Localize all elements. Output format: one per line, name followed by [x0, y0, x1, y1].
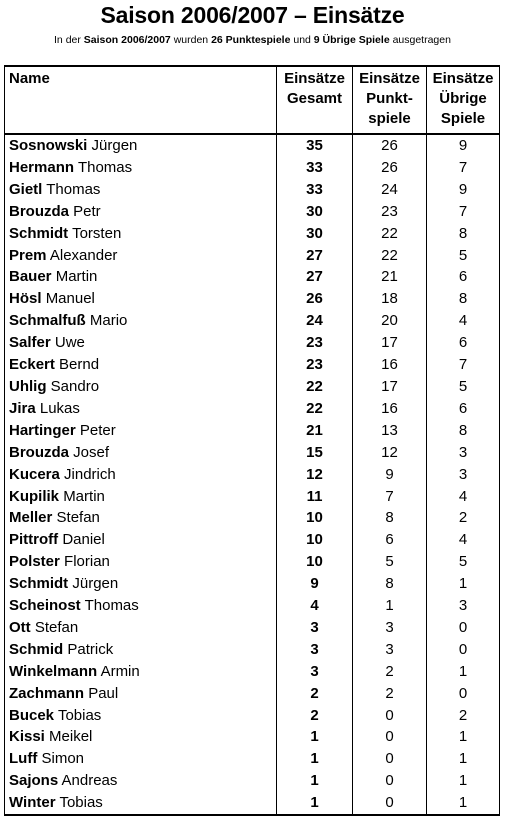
einsaetze-gesamt: 3	[277, 617, 353, 639]
header-name: Name	[5, 66, 277, 134]
einsaetze-gesamt: 22	[277, 376, 353, 398]
einsaetze-uebrige-spiele: 1	[427, 726, 500, 748]
player-name	[5, 529, 277, 551]
einsaetze-uebrige-spiele: 1	[427, 770, 500, 792]
player-last-name: Gietl	[9, 180, 43, 198]
einsaetze-punktspiele: 8	[353, 507, 427, 529]
einsaetze-uebrige-spiele: 7	[427, 157, 500, 179]
table-row	[5, 245, 500, 267]
einsaetze-uebrige-spiele: 3	[427, 464, 500, 486]
subtitle-prefix: In der	[54, 34, 84, 46]
player-first-name: Thomas	[46, 180, 101, 198]
einsaetze-gesamt: 30	[277, 201, 353, 223]
einsaetze-gesamt: 33	[277, 157, 353, 179]
player-last-name: Schmalfuß	[9, 312, 86, 330]
einsaetze-uebrige-spiele: 1	[427, 792, 500, 815]
einsaetze-uebrige-spiele: 8	[427, 223, 500, 245]
subtitle-uebrige-spiele: 9 Übrige Spiele	[313, 34, 390, 46]
header-uebrig-line2: Übrige	[439, 90, 487, 107]
einsaetze-punktspiele: 16	[353, 398, 427, 420]
table-row	[5, 332, 500, 354]
einsaetze-gesamt: 1	[277, 792, 353, 815]
player-name	[5, 420, 277, 442]
einsaetze-gesamt: 1	[277, 726, 353, 748]
player-name	[5, 157, 277, 179]
einsaetze-gesamt: 21	[277, 420, 353, 442]
player-name	[5, 266, 277, 288]
einsaetze-gesamt: 3	[277, 639, 353, 661]
einsaetze-uebrige-spiele: 0	[427, 617, 500, 639]
einsaetze-uebrige-spiele: 1	[427, 661, 500, 683]
header-gesamt-line2: Gesamt	[286, 90, 343, 107]
subtitle-season: Saison 2006/2007	[83, 34, 171, 46]
player-last-name: Brouzda	[9, 202, 69, 220]
table-row	[5, 288, 500, 310]
player-name	[5, 332, 277, 354]
einsaetze-punktspiele: 3	[353, 639, 427, 661]
appearances-table	[4, 65, 500, 816]
einsaetze-uebrige-spiele: 2	[427, 507, 500, 529]
header-punkt-line2: Punkt-	[366, 90, 413, 107]
einsaetze-punktspiele: 24	[353, 179, 427, 201]
player-last-name: Meller	[9, 509, 53, 527]
einsaetze-uebrige-spiele: 0	[427, 683, 500, 705]
player-first-name: Martin	[55, 268, 98, 286]
table-row	[5, 705, 500, 727]
player-first-name: Meikel	[49, 728, 93, 746]
einsaetze-gesamt: 2	[277, 705, 353, 727]
player-first-name: Alexander	[49, 246, 118, 264]
player-last-name: Bauer	[9, 268, 52, 286]
page-subtitle	[0, 34, 505, 46]
table-row	[5, 201, 500, 223]
einsaetze-uebrige-spiele: 7	[427, 201, 500, 223]
player-last-name: Winter	[9, 794, 56, 812]
player-first-name: Daniel	[62, 531, 105, 549]
player-name	[5, 288, 277, 310]
player-first-name: Josef	[73, 443, 110, 461]
player-name	[5, 551, 277, 573]
einsaetze-punktspiele: 1	[353, 595, 427, 617]
table-row	[5, 770, 500, 792]
player-first-name: Patrick	[67, 640, 114, 658]
player-last-name: Schmid	[9, 640, 64, 658]
table-row	[5, 179, 500, 201]
einsaetze-gesamt: 23	[277, 354, 353, 376]
einsaetze-gesamt: 11	[277, 486, 353, 508]
player-first-name: Thomas	[77, 158, 133, 176]
player-name	[5, 223, 277, 245]
table-row	[5, 551, 500, 573]
table-row	[5, 639, 500, 661]
player-name	[5, 639, 277, 661]
einsaetze-gesamt: 33	[277, 179, 353, 201]
einsaetze-gesamt: 35	[277, 134, 353, 157]
einsaetze-uebrige-spiele: 1	[427, 748, 500, 770]
einsaetze-uebrige-spiele: 9	[427, 179, 500, 201]
subtitle-punktespiele: 26 Punktespiele	[211, 34, 291, 46]
table-row	[5, 134, 500, 157]
einsaetze-uebrige-spiele: 4	[427, 486, 500, 508]
table-row	[5, 310, 500, 332]
player-name	[5, 661, 277, 683]
einsaetze-gesamt: 3	[277, 661, 353, 683]
einsaetze-gesamt: 26	[277, 288, 353, 310]
player-name	[5, 354, 277, 376]
einsaetze-punktspiele: 13	[353, 420, 427, 442]
player-name	[5, 595, 277, 617]
table-row	[5, 617, 500, 639]
einsaetze-gesamt: 10	[277, 551, 353, 573]
player-last-name: Hartinger	[9, 421, 76, 439]
einsaetze-uebrige-spiele: 8	[427, 420, 500, 442]
player-first-name: Jindrich	[64, 465, 116, 483]
einsaetze-gesamt: 27	[277, 245, 353, 267]
player-first-name: Sandro	[50, 377, 100, 395]
header-uebrig-line3: Spiele	[440, 110, 486, 127]
player-first-name: Florian	[64, 553, 110, 571]
player-name	[5, 705, 277, 727]
player-first-name: Martin	[63, 487, 105, 505]
table-row	[5, 507, 500, 529]
einsaetze-punktspiele: 18	[353, 288, 427, 310]
player-last-name: Schmidt	[9, 575, 69, 593]
einsaetze-uebrige-spiele: 5	[427, 376, 500, 398]
table-row	[5, 464, 500, 486]
player-first-name: Tobias	[59, 794, 103, 812]
einsaetze-uebrige-spiele: 2	[427, 705, 500, 727]
subtitle-suffix: ausgetragen	[389, 34, 451, 46]
einsaetze-punktspiele: 5	[353, 551, 427, 573]
einsaetze-gesamt: 24	[277, 310, 353, 332]
player-last-name: Polster	[9, 553, 60, 571]
einsaetze-gesamt: 15	[277, 442, 353, 464]
einsaetze-punktspiele: 3	[353, 617, 427, 639]
player-name	[5, 770, 277, 792]
einsaetze-gesamt: 27	[277, 266, 353, 288]
player-last-name: Schmidt	[9, 224, 69, 242]
table-row	[5, 486, 500, 508]
player-last-name: Sajons	[9, 772, 59, 790]
player-first-name: Tobias	[57, 706, 102, 724]
einsaetze-punktspiele: 6	[353, 529, 427, 551]
einsaetze-punktspiele: 0	[353, 770, 427, 792]
player-name	[5, 201, 277, 223]
einsaetze-gesamt: 1	[277, 770, 353, 792]
header-einsaetze-punktspiele	[353, 66, 427, 134]
player-last-name: Ott	[9, 618, 31, 636]
einsaetze-gesamt: 4	[277, 595, 353, 617]
einsaetze-gesamt: 2	[277, 683, 353, 705]
player-first-name: Stefan	[56, 509, 100, 527]
table-row	[5, 748, 500, 770]
player-last-name: Winkelmann	[9, 662, 98, 680]
subtitle-mid1: wurden	[170, 34, 212, 46]
player-last-name: Luff	[9, 750, 38, 768]
player-last-name: Uhlig	[9, 377, 47, 395]
einsaetze-punktspiele: 22	[353, 245, 427, 267]
player-name	[5, 442, 277, 464]
player-name	[5, 134, 277, 157]
player-last-name: Prem	[9, 246, 47, 264]
player-name	[5, 507, 277, 529]
player-first-name: Mario	[89, 312, 128, 330]
player-last-name: Hermann	[9, 158, 75, 176]
header-punkt-line1: Einsätze	[359, 70, 420, 87]
player-first-name: Armin	[100, 662, 140, 680]
player-first-name: Peter	[79, 421, 116, 439]
header-einsaetze-uebrige-spiele	[427, 66, 500, 134]
player-first-name: Stefan	[34, 618, 79, 636]
player-last-name: Eckert	[9, 356, 55, 374]
table-row	[5, 442, 500, 464]
player-name	[5, 617, 277, 639]
table-row	[5, 529, 500, 551]
player-first-name: Thomas	[84, 597, 139, 615]
einsaetze-uebrige-spiele: 3	[427, 595, 500, 617]
table-row	[5, 726, 500, 748]
table-row	[5, 595, 500, 617]
einsaetze-punktspiele: 23	[353, 201, 427, 223]
table-row	[5, 661, 500, 683]
player-last-name: Kupilik	[9, 487, 60, 505]
einsaetze-punktspiele: 21	[353, 266, 427, 288]
einsaetze-punktspiele: 0	[353, 792, 427, 815]
player-name	[5, 792, 277, 815]
einsaetze-punktspiele: 0	[353, 748, 427, 770]
einsaetze-uebrige-spiele: 3	[427, 442, 500, 464]
player-name	[5, 683, 277, 705]
player-name	[5, 179, 277, 201]
einsaetze-punktspiele: 17	[353, 332, 427, 354]
player-first-name: Petr	[73, 202, 101, 220]
player-name	[5, 310, 277, 332]
header-punkt-line3: spiele	[368, 110, 411, 127]
player-first-name: Bernd	[59, 356, 100, 374]
einsaetze-gesamt: 12	[277, 464, 353, 486]
einsaetze-punktspiele: 26	[353, 134, 427, 157]
table-row	[5, 683, 500, 705]
einsaetze-gesamt: 22	[277, 398, 353, 420]
player-first-name: Manuel	[45, 290, 95, 308]
header-gesamt-line1: Einsätze	[284, 70, 345, 87]
player-last-name: Zachmann	[9, 684, 85, 702]
einsaetze-uebrige-spiele: 5	[427, 245, 500, 267]
einsaetze-punktspiele: 12	[353, 442, 427, 464]
player-first-name: Torsten	[72, 224, 122, 242]
einsaetze-gesamt: 30	[277, 223, 353, 245]
einsaetze-punktspiele: 7	[353, 486, 427, 508]
table-row	[5, 573, 500, 595]
einsaetze-punktspiele: 9	[353, 464, 427, 486]
einsaetze-gesamt: 10	[277, 529, 353, 551]
einsaetze-uebrige-spiele: 5	[427, 551, 500, 573]
header-uebrig-line1: Einsätze	[432, 70, 494, 87]
player-first-name: Simon	[41, 750, 85, 768]
einsaetze-uebrige-spiele: 6	[427, 266, 500, 288]
subtitle-mid2: und	[290, 34, 314, 46]
table-row	[5, 398, 500, 420]
table-row	[5, 266, 500, 288]
table-header-row	[5, 66, 500, 134]
player-last-name: Bucek	[9, 706, 55, 724]
einsaetze-gesamt: 9	[277, 573, 353, 595]
einsaetze-punktspiele: 20	[353, 310, 427, 332]
player-last-name: Sosnowski	[9, 137, 88, 154]
player-name	[5, 398, 277, 420]
player-first-name: Andreas	[61, 772, 118, 790]
player-last-name: Hösl	[9, 290, 42, 308]
einsaetze-punktspiele: 8	[353, 573, 427, 595]
einsaetze-punktspiele: 0	[353, 705, 427, 727]
player-name	[5, 245, 277, 267]
einsaetze-uebrige-spiele: 6	[427, 398, 500, 420]
einsaetze-gesamt: 23	[277, 332, 353, 354]
einsaetze-gesamt: 10	[277, 507, 353, 529]
einsaetze-uebrige-spiele: 6	[427, 332, 500, 354]
einsaetze-punktspiele: 16	[353, 354, 427, 376]
player-last-name: Pittroff	[9, 531, 59, 549]
player-last-name: Brouzda	[9, 443, 69, 461]
table-row	[5, 792, 500, 815]
player-first-name: Lukas	[39, 399, 80, 417]
header-einsaetze-gesamt	[277, 66, 353, 134]
player-name	[5, 726, 277, 748]
einsaetze-uebrige-spiele: 0	[427, 639, 500, 661]
player-last-name: Salfer	[9, 334, 51, 352]
einsaetze-uebrige-spiele: 9	[427, 134, 500, 157]
table-row	[5, 376, 500, 398]
table-row	[5, 354, 500, 376]
einsaetze-uebrige-spiele: 8	[427, 288, 500, 310]
player-name	[5, 573, 277, 595]
einsaetze-punktspiele: 22	[353, 223, 427, 245]
player-last-name: Scheinost	[9, 597, 81, 615]
player-last-name: Jira	[9, 399, 36, 417]
player-last-name: Kucera	[9, 465, 60, 483]
player-name	[5, 464, 277, 486]
player-first-name: Uwe	[54, 334, 85, 352]
table-row	[5, 223, 500, 245]
player-name	[5, 748, 277, 770]
einsaetze-gesamt: 1	[277, 748, 353, 770]
table-row	[5, 157, 500, 179]
einsaetze-uebrige-spiele: 7	[427, 354, 500, 376]
player-first-name: Paul	[88, 684, 119, 702]
einsaetze-punktspiele: 0	[353, 726, 427, 748]
table-row	[5, 420, 500, 442]
player-first-name: Jürgen	[72, 575, 119, 593]
player-name	[5, 376, 277, 398]
player-name	[5, 486, 277, 508]
einsaetze-punktspiele: 2	[353, 683, 427, 705]
einsaetze-uebrige-spiele: 4	[427, 529, 500, 551]
einsaetze-uebrige-spiele: 1	[427, 573, 500, 595]
player-first-name: Jürgen	[91, 137, 138, 154]
einsaetze-uebrige-spiele: 4	[427, 310, 500, 332]
page-title: Saison 2006/2007 – Einsätze	[100, 2, 405, 28]
einsaetze-punktspiele: 17	[353, 376, 427, 398]
einsaetze-punktspiele: 2	[353, 661, 427, 683]
player-last-name: Kissi	[9, 728, 45, 746]
einsaetze-punktspiele: 26	[353, 157, 427, 179]
